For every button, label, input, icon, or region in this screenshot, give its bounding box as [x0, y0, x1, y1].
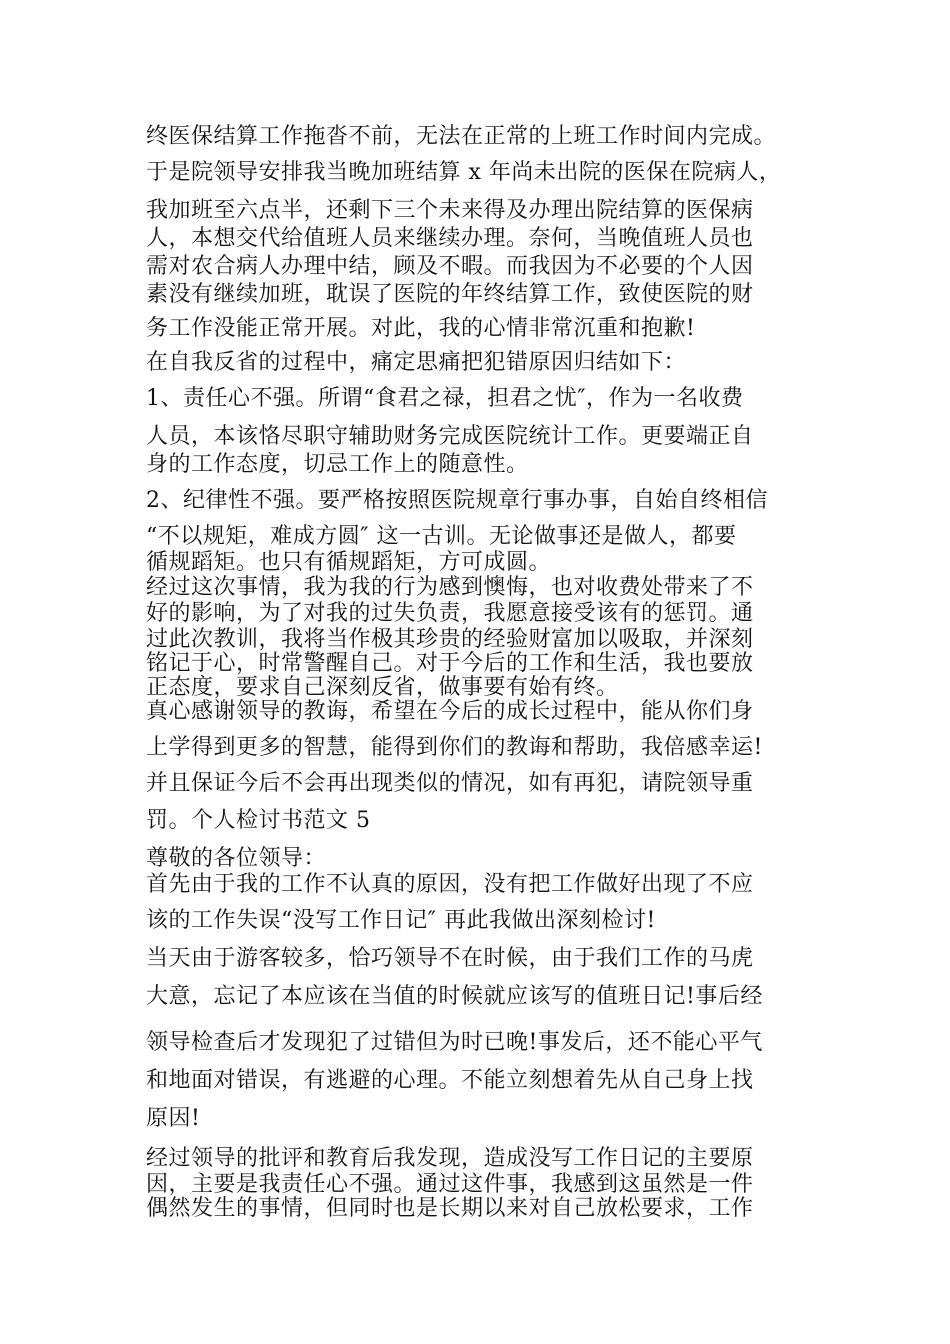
text-line: 罚。个人检讨书范文 5 — [146, 808, 371, 833]
text-line: 于是院领导安排我当晚加班结算 x 年尚未出院的医保在院病人， — [146, 160, 782, 185]
text-line: 和地面对错误，有逃避的心理。不能立刻想着先从自己身上找 — [146, 1068, 754, 1093]
text-line: 当天由于游客较多，恰巧领导不在时候，由于我们工作的马虎 — [146, 946, 754, 971]
text-line: 因，主要是我责任心不强。通过这件事，我感到这虽然是一件 — [146, 1172, 754, 1197]
text-line: 真心感谢领导的教诲，希望在今后的成长过程中，能从你们身 — [146, 699, 754, 724]
text-line: 大意，忘记了本应该在当值的时候就应该写的值班日记!事后经 — [146, 984, 763, 1009]
text-line: 1、责任心不强。所谓“食君之禄，担君之忧″，作为一名收费 — [146, 386, 744, 411]
text-line: 2、纪律性不强。要严格按照医院规章行事办事，自始自终相信 — [146, 488, 768, 513]
text-line: 在自我反省的过程中，痛定思痛把犯错原因归结如下： — [146, 350, 687, 375]
text-line: “不以规矩，难成方圆″ 这一古训。无论做事还是做人，都要 — [146, 524, 737, 549]
text-line: 素没有继续加班，耽误了医院的年终结算工作，致使医院的财 — [146, 282, 754, 307]
text-line: 铭记于心，时常警醒自己。对于今后的工作和生活，我也要放 — [146, 651, 754, 676]
text-line: 好的影响，为了对我的过失负责，我愿意接受该有的惩罚。通 — [146, 601, 754, 626]
text-line: 偶然发生的事情，但同时也是长期以来对自己放松要求，工作 — [146, 1196, 754, 1221]
text-line: 务工作没能正常开展。对此，我的心情非常沉重和抱歉! — [146, 316, 696, 341]
text-line: 过此次教训，我将当作极其珍贵的经验财富加以吸取，并深刻 — [146, 627, 754, 652]
text-line: 身的工作态度，切忌工作上的随意性。 — [146, 452, 529, 477]
text-line: 并且保证今后不会再出现类似的情况，如有再犯，请院领导重 — [146, 771, 754, 796]
text-line: 循规蹈矩。也只有循规蹈矩，方可成圆。 — [146, 550, 552, 575]
text-line: 首先由于我的工作不认真的原因，没有把工作做好出现了不应 — [146, 872, 754, 897]
text-line: 原因! — [146, 1106, 201, 1131]
text-line: 经过领导的批评和教育后我发现，造成没写工作日记的主要原 — [146, 1146, 754, 1171]
text-line: 我加班至六点半，还剩下三个未来得及办理出院结算的医保病 — [146, 198, 754, 223]
text-line: 终医保结算工作拖沓不前，无法在正常的上班工作时间内完成。 — [146, 124, 777, 149]
text-line: 上学得到更多的智慧，能得到你们的教诲和帮助，我倍感幸运! — [146, 735, 763, 760]
text-line: 正态度，要求自己深刻反省，做事要有始有终。 — [146, 675, 619, 700]
text-line: 领导检查后才发现犯了过错但为时已晚!事发后，还不能心平气 — [146, 1030, 763, 1055]
text-line: 人员，本该恪尽职守辅助财务完成医院统计工作。更要端正自 — [146, 424, 754, 449]
text-line: 尊敬的各位领导： — [146, 846, 327, 871]
text-line: 需对农合病人办理中结，顾及不暇。而我因为不必要的个人因 — [146, 254, 754, 279]
text-line: 该的工作失误“没写工作日记″ 再此我做出深刻检讨! — [146, 908, 656, 933]
text-line: 经过这次事情，我为我的行为感到懊悔，也对收费处带来了不 — [146, 575, 754, 600]
text-line: 人，本想交代给值班人员来继续办理。奈何，当晚值班人员也 — [146, 226, 754, 251]
